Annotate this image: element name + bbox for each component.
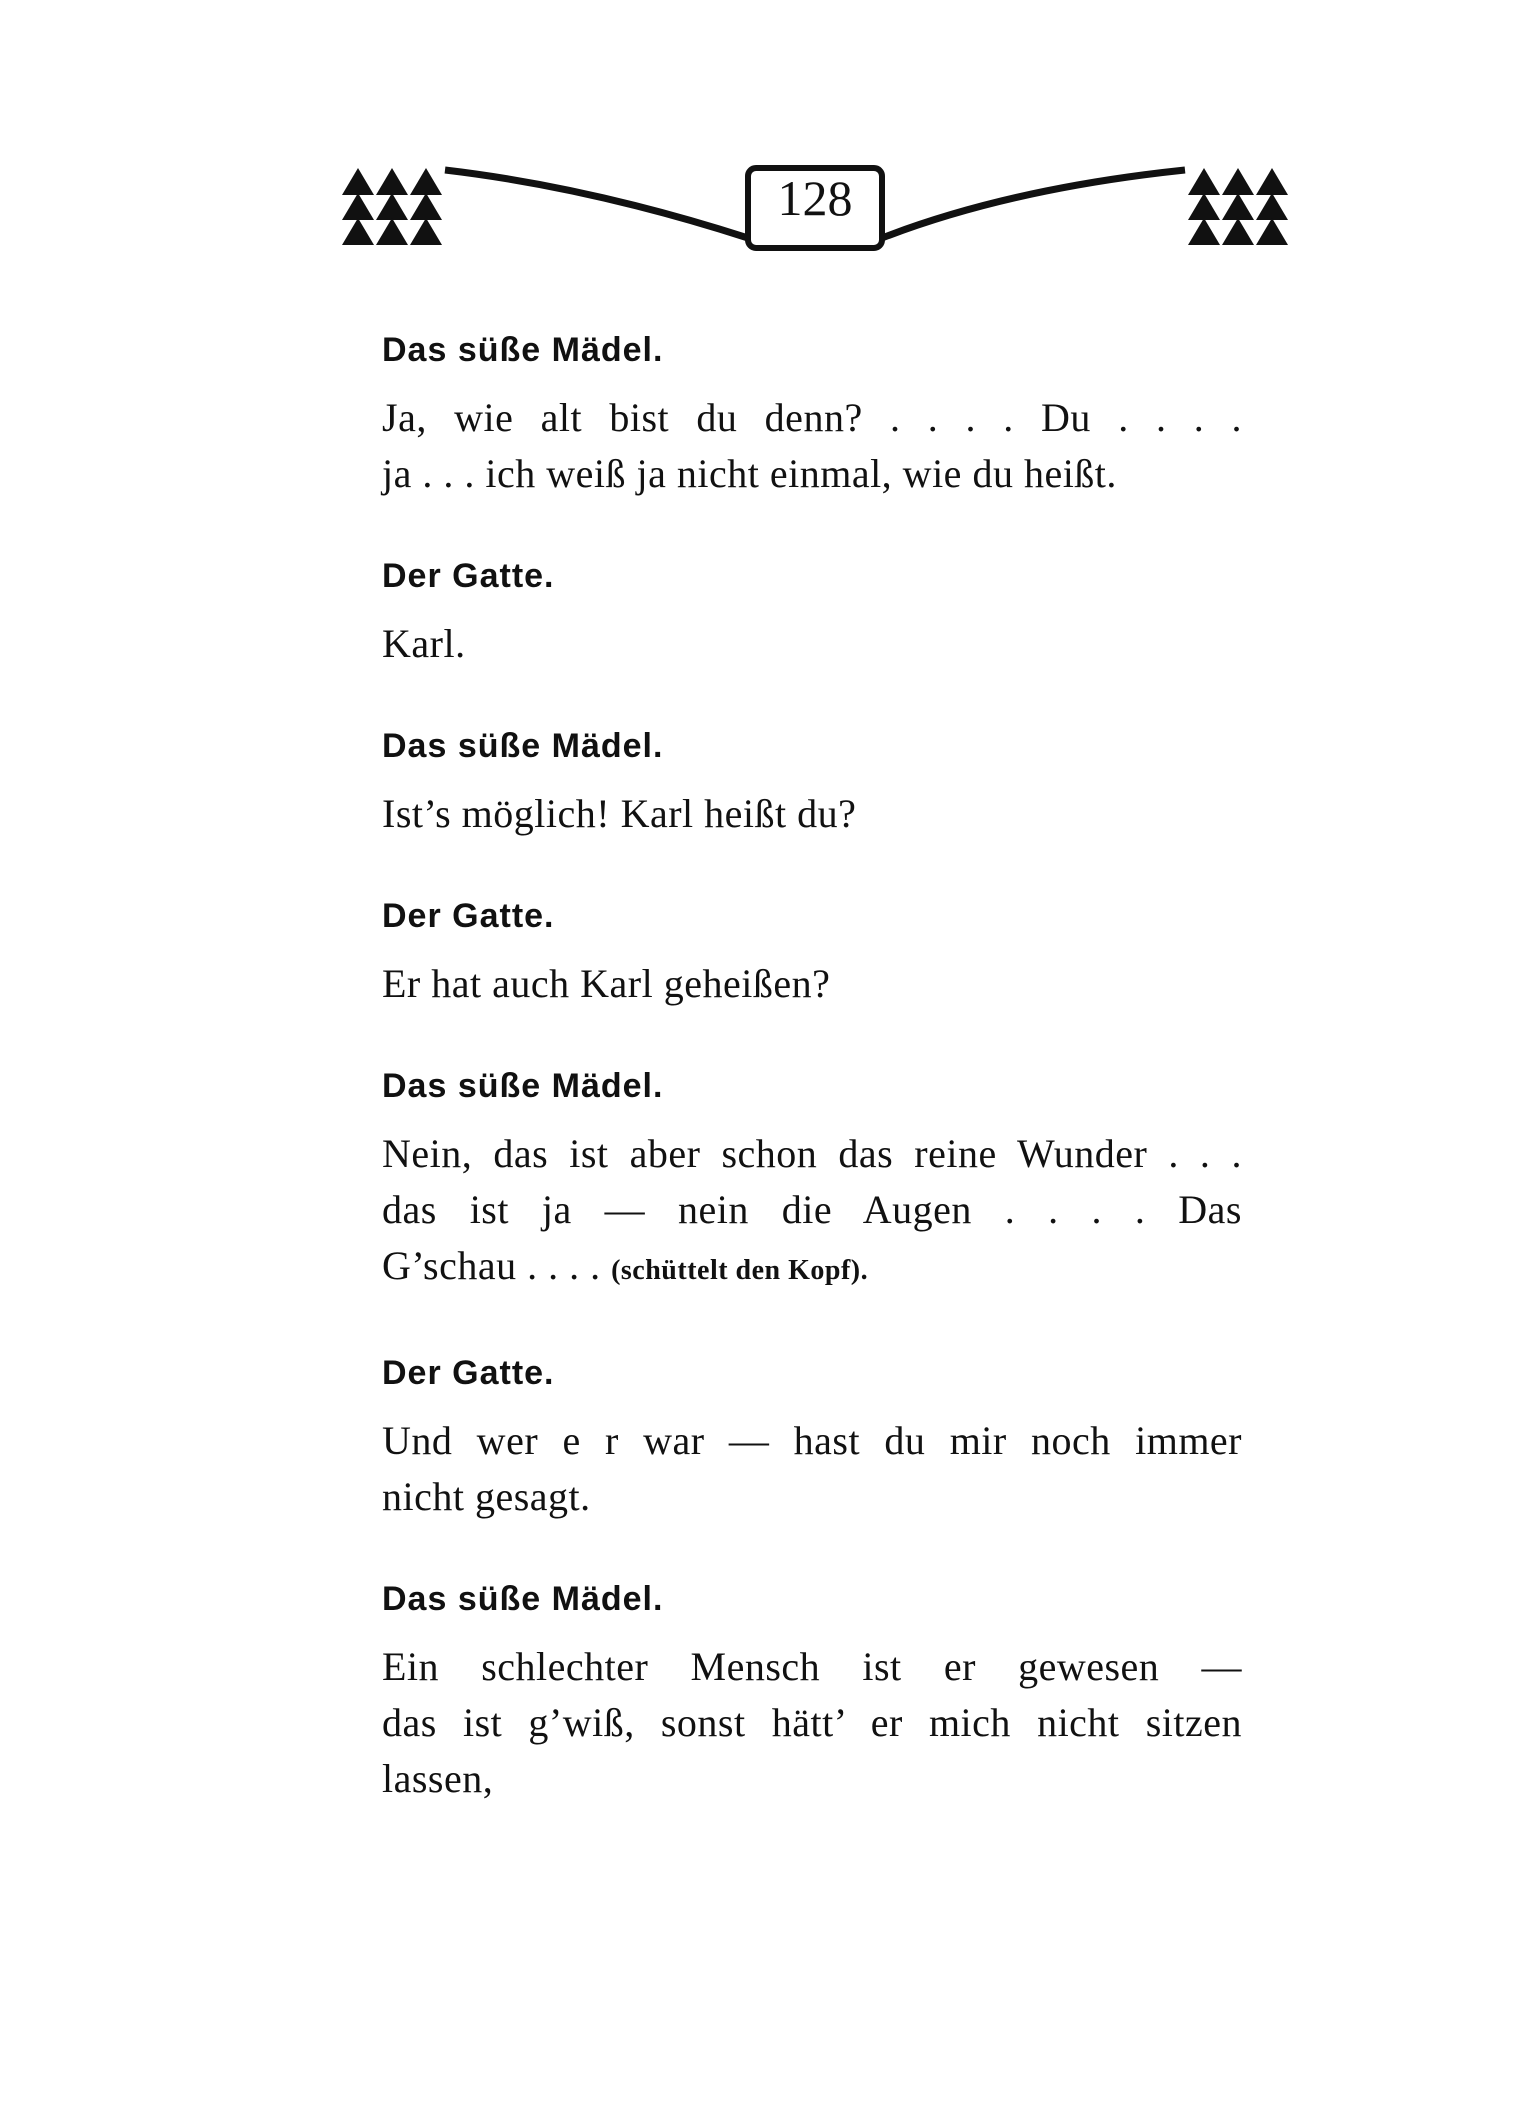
right-spade-cluster-icon bbox=[1188, 168, 1288, 245]
left-spade-cluster-icon bbox=[342, 168, 442, 245]
page-number: 128 bbox=[777, 170, 853, 226]
speaker-name: Das süße Mädel. bbox=[382, 727, 664, 765]
dialogue-line: lassen, bbox=[382, 1756, 494, 1801]
stage-direction: (schüttelt den Kopf). bbox=[611, 1255, 869, 1286]
dialogue-line: nicht gesagt. bbox=[382, 1474, 591, 1519]
dialogue-block bbox=[382, 896, 1242, 1012]
dialogue-line: Ein schlechter Mensch ist er gewesen — bbox=[382, 1644, 1242, 1689]
dialogue-line: Und wer e r war — hast du mir noch immer bbox=[382, 1418, 1242, 1463]
dialogue-line: ja . . . ich weiß ja nicht einmal, wie du heißt. bbox=[382, 451, 1117, 496]
dialogue-block bbox=[382, 556, 1242, 672]
speaker-name: Der Gatte. bbox=[382, 557, 555, 595]
dialogue-line: Ja, wie alt bist du denn? . . . . Du . . . . bbox=[382, 395, 1242, 440]
speaker-name: Das süße Mädel. bbox=[382, 1067, 664, 1105]
dialogue-block bbox=[382, 1353, 1242, 1525]
speaker-name: Das süße Mädel. bbox=[382, 1580, 664, 1618]
speaker-name: Der Gatte. bbox=[382, 897, 555, 935]
dialogue-text bbox=[382, 330, 1242, 1861]
dialogue-block bbox=[382, 1066, 1242, 1299]
dialogue-line: das ist ja — nein die Augen . . . . Das bbox=[382, 1187, 1242, 1232]
dialogue-line-text: G’schau . . . . bbox=[382, 1243, 601, 1288]
dialogue-line bbox=[382, 1238, 1242, 1299]
speaker-name: Der Gatte. bbox=[382, 1354, 555, 1392]
dialogue-block bbox=[382, 330, 1242, 502]
speaker-name: Das süße Mädel. bbox=[382, 331, 664, 369]
dialogue-line: Er hat auch Karl geheißen? bbox=[382, 961, 831, 1006]
dialogue-line: das ist g’wiß, sonst hätt’ er mich nicht sitzen bbox=[382, 1700, 1242, 1745]
dialogue-block bbox=[382, 1579, 1242, 1807]
page-header-ornament bbox=[330, 140, 1300, 280]
dialogue-line: Ist’s möglich! Karl heißt du? bbox=[382, 791, 857, 836]
dialogue-line: Karl. bbox=[382, 621, 466, 666]
dialogue-block bbox=[382, 726, 1242, 842]
dialogue-line: Nein, das ist aber schon das reine Wunder . . . bbox=[382, 1131, 1242, 1176]
